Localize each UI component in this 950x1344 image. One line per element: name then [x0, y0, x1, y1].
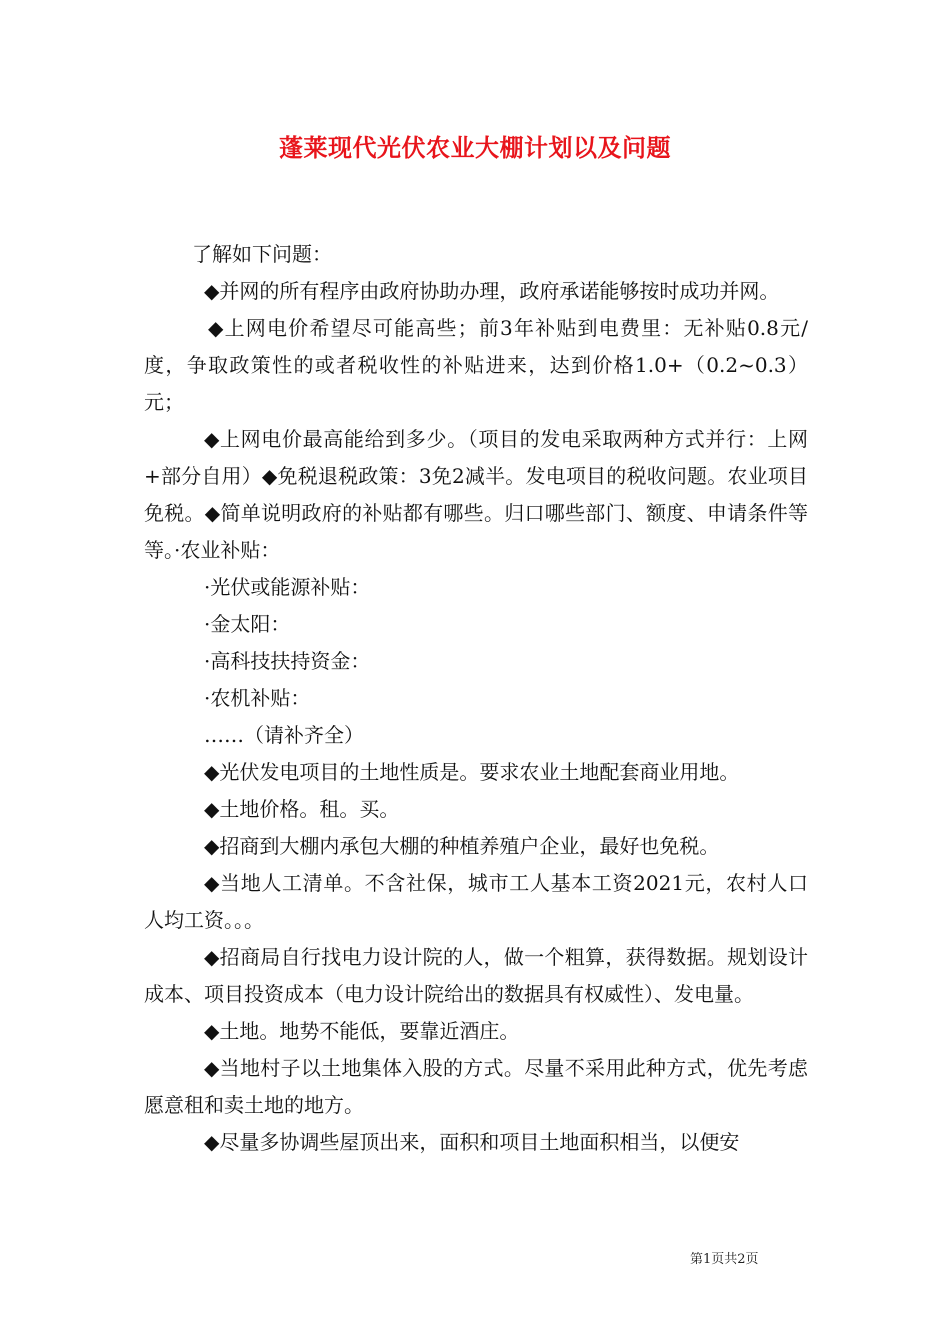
paragraph-subsidy-pv: ·光伏或能源补贴：	[204, 575, 371, 599]
paragraph-village-shares: ◆当地村子以土地集体入股的方式。尽量不采用此种方式，优先考虑愿意租和卖土地的地方。	[144, 1056, 808, 1117]
paragraph-terrain: ◆土地。地势不能低，要靠近酒庄。	[204, 1019, 520, 1043]
paragraph-subsidy-golden-sun: ·金太阳：	[204, 612, 291, 636]
paragraph-design-institute: ◆招商局自行找电力设计院的人，做一个粗算，获得数据。规划设计成本、项目投资成本（电力设计院给出的数据具有权威性）、发电量。	[144, 945, 808, 1006]
paragraph-investment: ◆招商到大棚内承包大棚的种植养殖户企业，最好也免税。	[204, 834, 720, 858]
paragraph-land-nature: ◆光伏发电项目的土地性质是。要求农业土地配套商业用地。	[204, 760, 740, 784]
paragraph-max-tariff: ◆上网电价最高能给到多少。（项目的发电采取两种方式并行：上网+部分自用）◆免税退税政策：3免2减半。发电项目的税收问题。农业项目免税。◆简单说明政府的补贴都有哪些。归口哪些部门、额度、申请条件等等。·农业补贴：	[144, 427, 808, 562]
paragraph-grid-connection: ◆并网的所有程序由政府协助办理，政府承诺能够按时成功并网。	[204, 279, 780, 303]
paragraph-fill-in: ……（请补齐全）	[204, 723, 364, 747]
paragraph-labor: ◆当地人工清单。不含社保，城市工人基本工资2021元，农村人口人均工资。。。	[144, 871, 808, 932]
paragraph-land-price: ◆土地价格。租。买。	[204, 797, 400, 821]
document-title: 蓬莱现代光伏农业大棚计划以及问题	[279, 133, 671, 162]
paragraph-rooftops: ◆尽量多协调些屋顶出来，面积和项目土地面积相当，以便安	[204, 1130, 740, 1154]
paragraph-subsidy-hightech: ·高科技扶持资金：	[204, 649, 371, 673]
paragraph-tariff: ◆上网电价希望尽可能高些；前3年补贴到电费里：无补贴0.8元/度，争取政策性的或者税收性的补贴进来，达到价格1.0+（0.2~0.3）元；	[144, 316, 808, 414]
paragraph-intro: 了解如下问题：	[192, 242, 332, 266]
page-number-footer: 第1页共2页	[690, 1252, 759, 1267]
paragraph-subsidy-machinery: ·农机补贴：	[204, 686, 311, 710]
document-body	[144, 236, 808, 1161]
